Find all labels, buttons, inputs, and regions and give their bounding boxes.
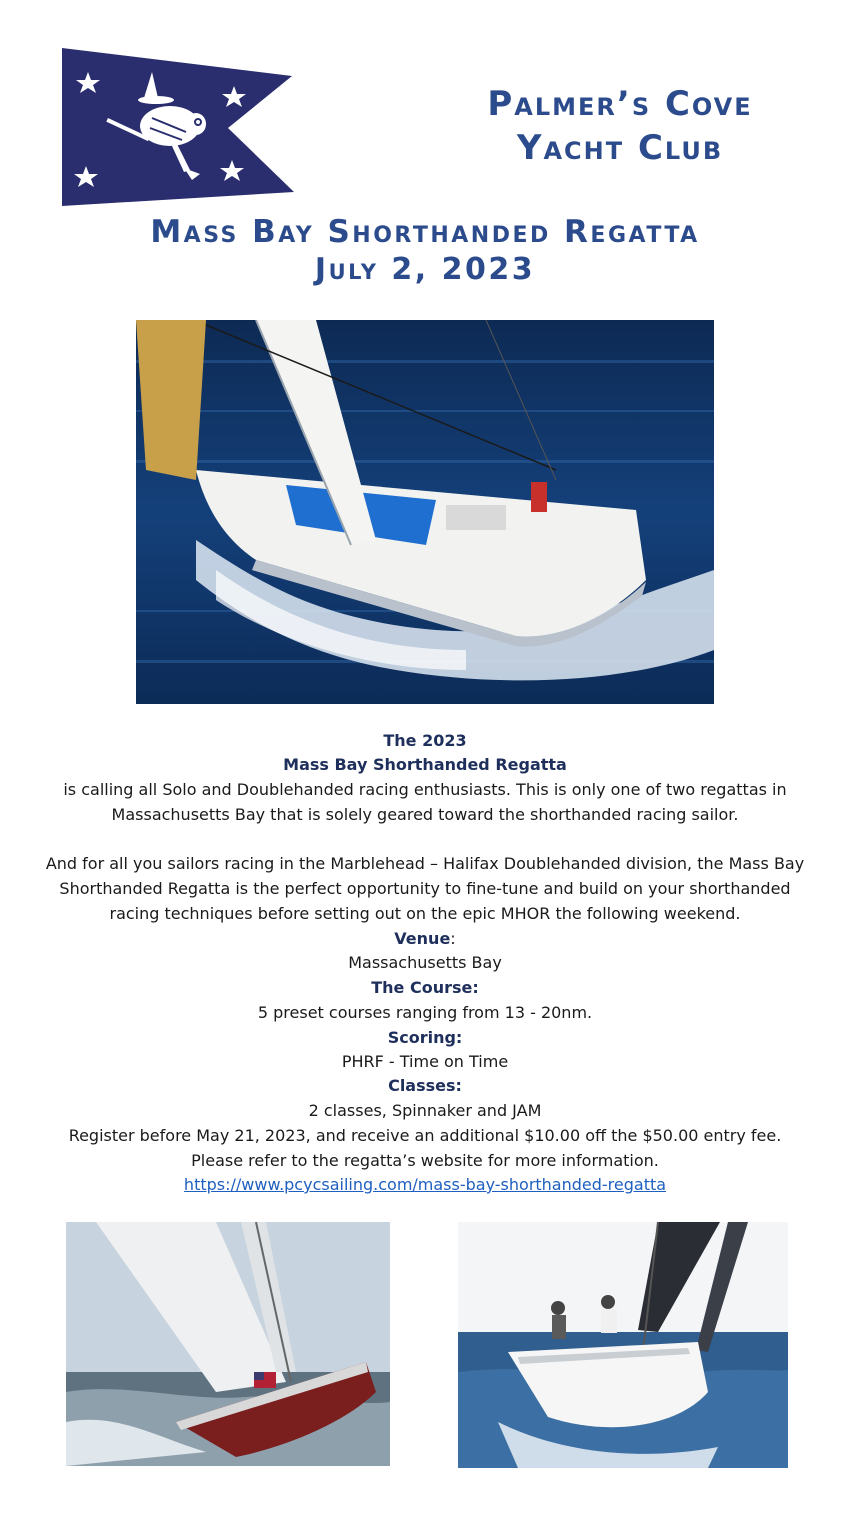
event-date: July 2, 2023 bbox=[314, 252, 536, 287]
register-line: Register before May 21, 2023, and receive an additional $10.00 off the $50.00 entry fee. bbox=[68, 1126, 782, 1145]
venue-heading bbox=[20, 929, 830, 949]
event-title: Mass Bay Shorthanded Regatta bbox=[150, 214, 700, 250]
scoring-label: Scoring: bbox=[387, 1028, 463, 1047]
club-burgee-icon bbox=[60, 46, 296, 208]
course-value: 5 preset courses ranging from 13 - 20nm. bbox=[257, 1003, 593, 1022]
left-sailboat-photo bbox=[66, 1222, 390, 1466]
para2-line3: racing techniques before setting out on the epic MHOR the following weekend. bbox=[109, 904, 741, 923]
right-sailboat-photo bbox=[458, 1222, 788, 1468]
classes-value: 2 classes, Spinnaker and JAM bbox=[308, 1101, 542, 1120]
venue-label: Venue bbox=[394, 929, 451, 948]
para2-line2: Shorthanded Regatta is the perfect opportunity to fine-tune and build on your shorthanded bbox=[59, 879, 791, 898]
intro-year: The 2023 bbox=[383, 731, 467, 750]
club-name-line-2: Yacht Club bbox=[516, 128, 724, 168]
course-label: The Course: bbox=[371, 978, 479, 997]
link-row bbox=[20, 1175, 830, 1195]
intro-regatta-name: Mass Bay Shorthanded Regatta bbox=[283, 755, 567, 774]
venue-value: Massachusetts Bay bbox=[348, 953, 502, 972]
classes-label: Classes: bbox=[388, 1076, 462, 1095]
regatta-website-link[interactable]: https://www.pcycsailing.com/mass-bay-shorthanded-regatta bbox=[183, 1175, 667, 1194]
para1-line2: Massachusetts Bay that is solely geared toward the shorthanded racing sailor. bbox=[111, 805, 739, 824]
venue-colon: : bbox=[450, 929, 456, 948]
para1-line1: is calling all Solo and Doublehanded racing enthusiasts. This is only one of two regattas in bbox=[63, 780, 787, 799]
scoring-value: PHRF - Time on Time bbox=[341, 1052, 509, 1071]
para2-line1: And for all you sailors racing in the Marblehead – Halifax Doublehanded division, the Mass Bay bbox=[45, 854, 805, 873]
club-name-line-1: Palmer’s Cove bbox=[487, 84, 753, 124]
refer-line: Please refer to the regatta’s website for more information. bbox=[191, 1151, 659, 1170]
main-sailboat-photo bbox=[136, 320, 714, 704]
